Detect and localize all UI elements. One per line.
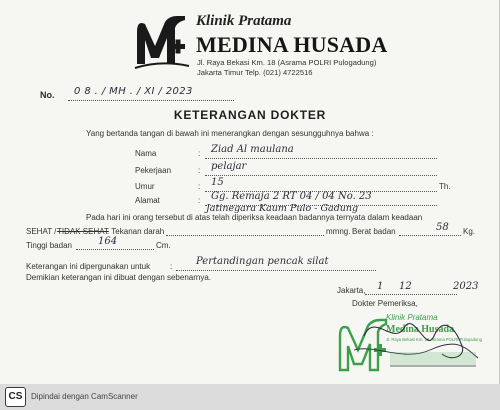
- date-line: [365, 294, 457, 295]
- closing-statement: Demikian keterangan ini dibuat dengan sebenarnya.: [26, 273, 212, 282]
- clinic-address: Jl. Raya Bekasi Km. 18 (Asrama POLRI Pulogadung): [197, 58, 377, 67]
- field-name: [135, 144, 475, 160]
- field-occupation-value: pelajar: [211, 161, 247, 172]
- document-number-line: [68, 100, 234, 101]
- weight-line: [399, 235, 461, 236]
- blood-pressure-unit: mmng.: [326, 227, 351, 236]
- field-occupation-colon: :: [198, 166, 201, 175]
- field-age-value: 15: [211, 177, 224, 188]
- clinic-stamp-with-signature: [334, 306, 484, 374]
- status-not-healthy: TIDAK SEHAT: [57, 227, 109, 236]
- clinic-city-phone: Jakarta Timur Telp. (021) 4722516: [197, 68, 313, 77]
- height-row: [26, 236, 326, 253]
- stamp-clinic-subtitle: Klinik Pratama: [386, 313, 438, 322]
- field-name-colon: :: [198, 149, 201, 158]
- scanner-footer: [0, 384, 500, 410]
- document-number-row: [40, 88, 240, 102]
- status-healthy: SEHAT /: [26, 227, 57, 236]
- purpose-value: Pertandingan pencak silat: [196, 256, 329, 267]
- weight-unit: Kg.: [463, 227, 476, 236]
- stamp-clinic-address: Jl. Raya Bekasi Km. 18 Asrama POLRI Pulogadung: [386, 337, 482, 342]
- field-address-label: Alamat: [135, 196, 160, 205]
- date-day: 1: [377, 281, 384, 292]
- purpose-colon: :: [170, 262, 173, 271]
- height-value: 164: [98, 236, 118, 247]
- purpose-label: Keterangan ini dipergunakan untuk: [26, 262, 151, 271]
- scanner-watermark-text: Dipindai dengan CamScanner: [31, 392, 138, 401]
- field-occupation: [135, 161, 475, 177]
- intro-statement: Yang bertanda tangan di bawah ini menerangkan dengan sesungguhnya bahwa :: [86, 129, 374, 138]
- blood-pressure-label: . Tekanan darah: [107, 227, 165, 236]
- clinic-name: MEDINA HUSADA: [196, 32, 388, 57]
- field-occupation-line: [205, 175, 437, 176]
- examination-statement: Pada hari ini orang tersebut di atas telah diperiksa keadaan badannya ternyata dalam keadaan: [86, 213, 423, 222]
- height-unit: Cm.: [156, 241, 171, 250]
- field-occupation-label: Pekerjaan: [135, 166, 172, 175]
- document-number-value: 0 8 . / MH . / XI / 2023: [74, 86, 193, 97]
- field-address-colon: :: [198, 196, 201, 205]
- purpose-line: [176, 270, 376, 271]
- health-row: [26, 222, 496, 239]
- document-title: KETERANGAN DOKTER: [173, 108, 327, 122]
- weight-value: 58: [436, 222, 449, 233]
- camscanner-logo-icon: CS: [5, 387, 26, 407]
- field-age-colon: :: [198, 182, 201, 191]
- height-label: Tinggi badan: [26, 241, 72, 250]
- date-month: 12: [399, 281, 412, 292]
- field-age-label: Umur: [135, 182, 155, 191]
- height-line: [76, 249, 154, 250]
- city-label: Jakarta,: [337, 286, 366, 295]
- field-address-value-line1: Gg. Remaja 2 RT 04 / 04 No. 23: [211, 191, 372, 202]
- date-year: 2023: [453, 281, 479, 292]
- field-age-unit: Th.: [439, 182, 451, 191]
- field-address-value-line2: Jatinegara Kaum Pulo - Gadung: [206, 203, 359, 214]
- field-name-line: [205, 158, 437, 159]
- field-name-label: Nama: [135, 149, 157, 158]
- stamp-clinic-name: Medina Husada: [386, 324, 455, 335]
- purpose-row: [26, 256, 496, 274]
- field-name-value: Ziad Al maulana: [211, 144, 294, 155]
- blood-pressure-line: [166, 235, 324, 236]
- place-date-row: [337, 281, 487, 298]
- weight-label: Berat badan: [352, 227, 396, 236]
- examiner-label: Dokter Pemeriksa,: [352, 299, 418, 308]
- document-number-label: No.: [40, 90, 55, 100]
- clinic-subtitle: Klinik Pratama: [196, 13, 292, 29]
- clinic-logo-icon: [131, 10, 191, 70]
